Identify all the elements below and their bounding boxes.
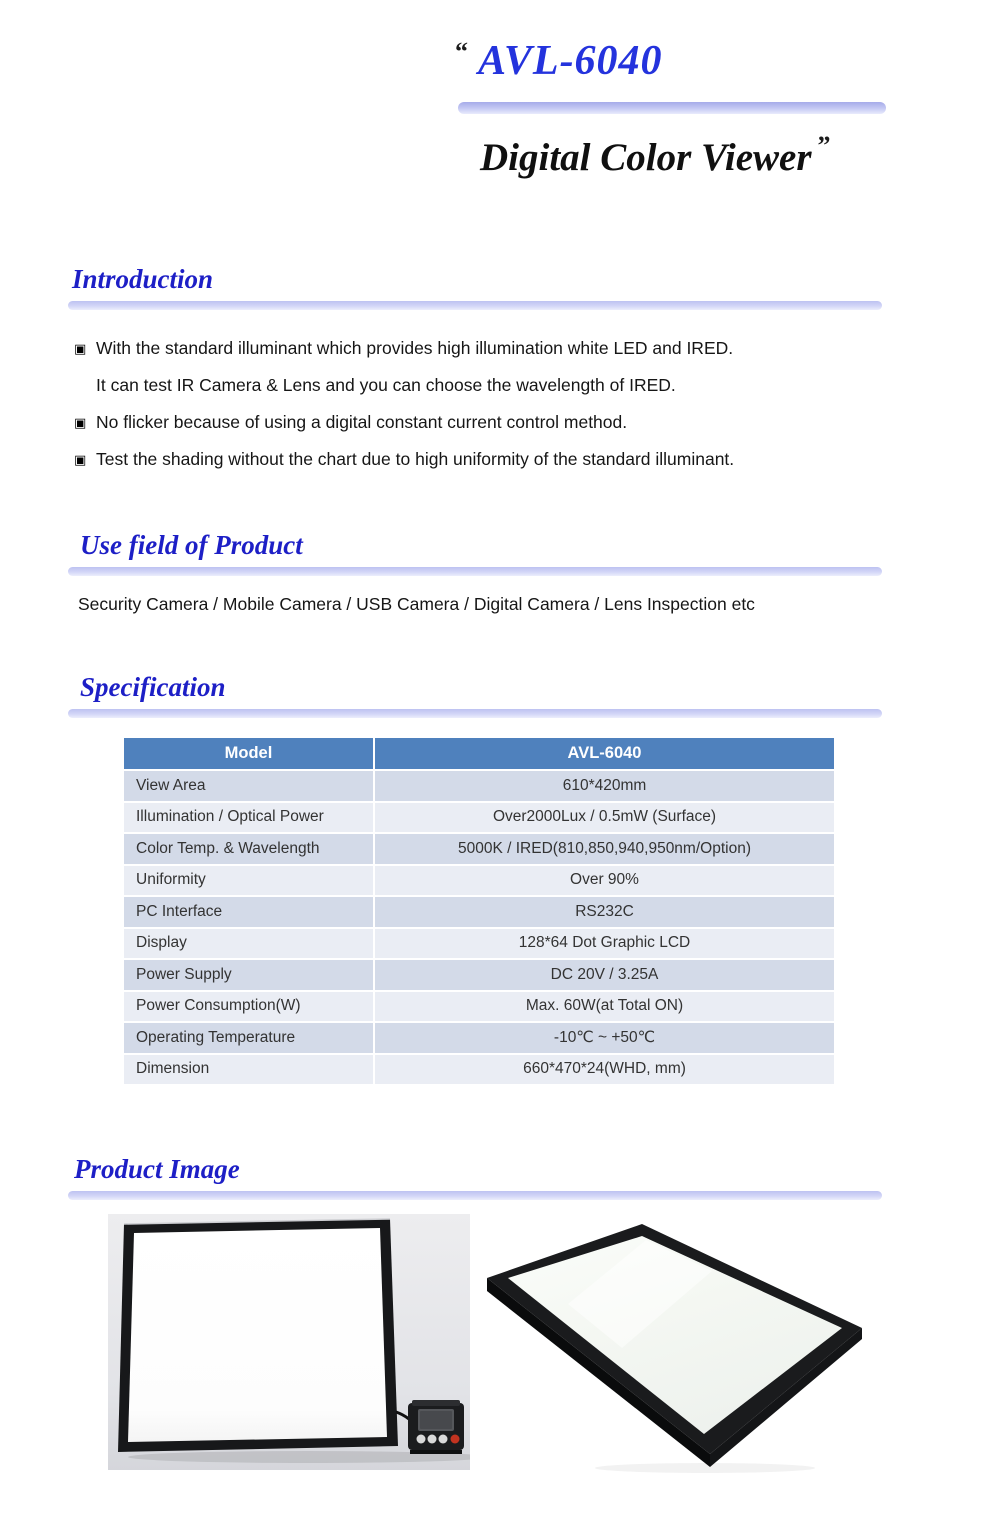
spec-label: Operating Temperature <box>124 1023 375 1053</box>
controller-button <box>439 1435 448 1444</box>
spec-header-model: Model <box>124 738 375 769</box>
spec-value: Max. 60W(at Total ON) <box>375 992 834 1022</box>
list-item <box>74 441 1000 478</box>
spec-label: Uniformity <box>124 866 375 896</box>
table-row <box>124 960 834 990</box>
table-row <box>124 803 834 833</box>
bullet-indent <box>74 367 96 404</box>
bullet-text: Test the shading without the chart due to high uniformity of the standard illuminant. <box>96 449 735 469</box>
section-use-field <box>0 528 1000 616</box>
spec-value: 5000K / IRED(810,850,940,950nm/Option) <box>375 834 834 864</box>
table-row <box>124 771 834 801</box>
square-bullet-icon: ▣ <box>74 415 87 430</box>
specification-underline-bar <box>68 709 882 718</box>
table-row <box>124 992 834 1022</box>
spec-value: -10℃ ~ +50℃ <box>375 1023 834 1053</box>
spec-value: DC 20V / 3.25A <box>375 960 834 990</box>
spec-value: 660*470*24(WHD, mm) <box>375 1055 834 1085</box>
viewer-panel-perspective <box>487 1224 862 1467</box>
bullet-text: With the standard illuminant which provides high illumination white LED and IRED. <box>96 338 734 358</box>
product-photo-perspective-view <box>470 1216 940 1486</box>
spec-label: Illumination / Optical Power <box>124 803 375 833</box>
table-row <box>124 897 834 927</box>
use-field-heading: Use field of Product <box>80 530 303 560</box>
spec-label: Power Supply <box>124 960 375 990</box>
viewer-panel-front <box>118 1219 398 1452</box>
section-introduction <box>0 262 1000 478</box>
specification-heading: Specification <box>80 672 226 702</box>
spec-label: Dimension <box>124 1055 375 1085</box>
product-photo-front-view <box>108 1214 470 1470</box>
table-row <box>124 866 834 896</box>
section-specification <box>0 670 1000 1086</box>
title-block <box>0 26 1000 190</box>
square-bullet-icon: ▣ <box>74 341 87 356</box>
table-row <box>124 834 834 864</box>
spec-label: Display <box>124 929 375 959</box>
open-quote: “ <box>455 37 468 66</box>
product-model-title: AVL-6040 <box>478 38 663 84</box>
introduction-bullet-list <box>74 330 1000 478</box>
spec-value: RS232C <box>375 897 834 927</box>
bullet-text: It can test IR Camera & Lens and you can choose the wavelength of IRED. <box>96 375 676 395</box>
title-line-model <box>0 26 1000 96</box>
introduction-heading: Introduction <box>72 264 214 294</box>
title-line-subtitle <box>0 122 1000 190</box>
list-item <box>74 330 1000 367</box>
title-underline-bar <box>458 102 886 114</box>
spec-value: 128*64 Dot Graphic LCD <box>375 929 834 959</box>
spec-header-value: AVL-6040 <box>375 738 834 769</box>
close-quote: ” <box>817 131 831 160</box>
table-row <box>124 929 834 959</box>
product-image-underline-bar <box>68 1191 882 1200</box>
bullet-text: No flicker because of using a digital constant current control method. <box>96 412 628 432</box>
table-header-row <box>124 738 834 769</box>
spec-label: Power Consumption(W) <box>124 992 375 1022</box>
controller-power-button <box>451 1435 460 1444</box>
spec-value: Over 90% <box>375 866 834 896</box>
table-row <box>124 1055 834 1085</box>
spec-value: 610*420mm <box>375 771 834 801</box>
list-item <box>74 367 1000 404</box>
specification-table <box>124 736 834 1086</box>
section-product-image <box>0 1152 1000 1500</box>
controller-button <box>428 1435 437 1444</box>
table-row <box>124 1023 834 1053</box>
spec-label: PC Interface <box>124 897 375 927</box>
spec-value: Over2000Lux / 0.5mW (Surface) <box>375 803 834 833</box>
spec-label: Color Temp. & Wavelength <box>124 834 375 864</box>
product-image-heading: Product Image <box>74 1154 240 1184</box>
introduction-underline-bar <box>68 301 882 310</box>
use-field-underline-bar <box>68 567 882 576</box>
product-photos <box>0 1200 1000 1500</box>
product-subtitle: Digital Color Viewer <box>480 136 812 179</box>
controller-button <box>417 1435 426 1444</box>
list-item <box>74 404 1000 441</box>
square-bullet-icon: ▣ <box>74 452 87 467</box>
use-field-text: Security Camera / Mobile Camera / USB Camera / Digital Camera / Lens Inspection etc <box>78 594 755 614</box>
spec-label: View Area <box>124 771 375 801</box>
